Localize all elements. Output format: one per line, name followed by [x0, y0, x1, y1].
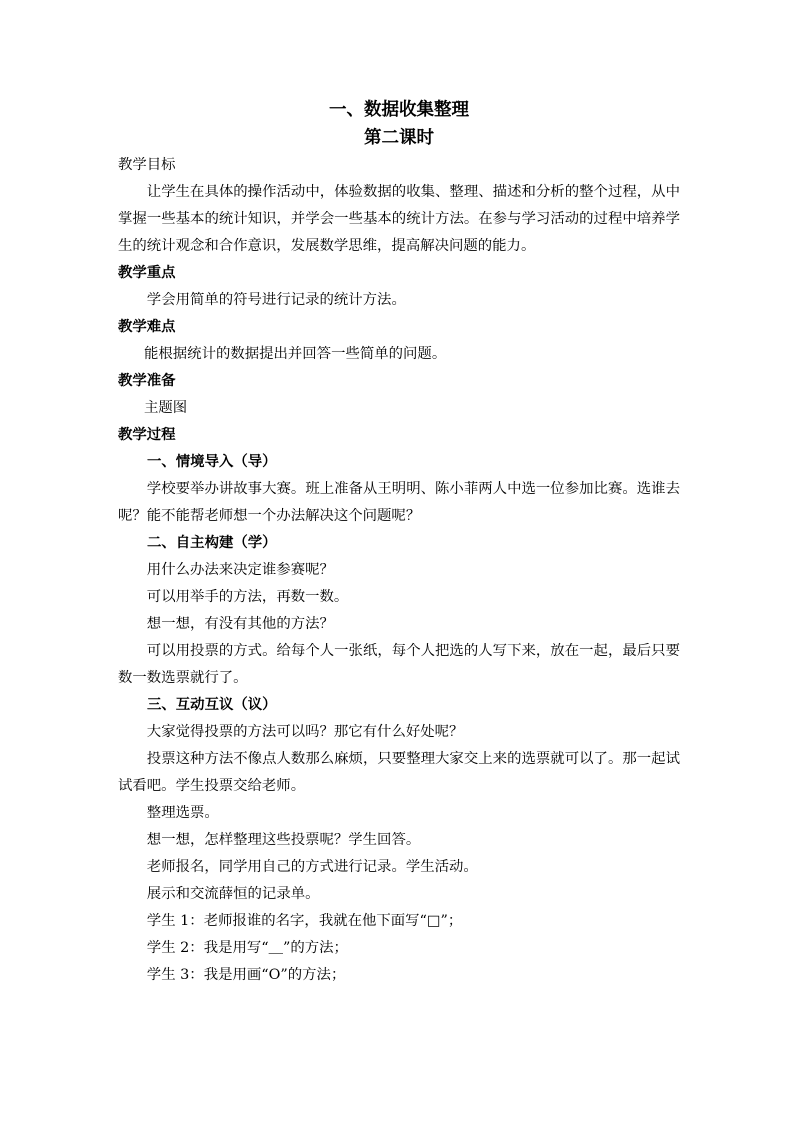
part2-paragraph: 想一想，有没有其他的方法？ — [146, 616, 334, 632]
key-points-body: 学会用简单的符号进行记录的统计方法。 — [146, 292, 406, 308]
part3-paragraph: 想一想，怎样整理这些投票呢？学生回答。 — [146, 832, 421, 848]
document-subtitle: 第二课时 — [364, 128, 434, 148]
process-heading: 教学过程 — [118, 427, 176, 443]
part2-paragraph: 可以用投票的方式。给每个人一张纸，每个人把选的人写下来，放在一起，最后只要数一数选票就行了。 — [118, 643, 680, 686]
part2-paragraph: 可以用举手的方法，再数一数。 — [146, 589, 349, 605]
difficulties-body: 能根据统计的数据提出并回答一些简单的问题。 — [144, 346, 447, 362]
preparation-body: 主题图 — [144, 400, 188, 416]
goals-heading: 教学目标 — [118, 157, 176, 173]
part2-heading: 二、自主构建（学） — [147, 535, 277, 551]
part3-paragraph: 学生 1：老师报谁的名字，我就在他下面写“□”； — [146, 913, 463, 929]
difficulties-heading: 教学难点 — [118, 319, 176, 335]
part3-paragraph: 学生 3：我是用画“O”的方法； — [146, 967, 346, 983]
preparation-heading: 教学准备 — [118, 373, 176, 389]
part1-heading: 一、情境导入（导） — [147, 454, 277, 470]
document-content — [118, 96, 680, 989]
goals-body: 让学生在具体的操作活动中，体验数据的收集、整理、描述和分析的整个过程，从中掌握一些基本的统计知识，并学会一些基本的统计方法。在参与学习活动的过程中培养学生的统计观念和合作意识，发展数学思维，提高解决问题的能力。 — [118, 184, 680, 254]
part3-heading: 三、互动互议（议） — [147, 697, 277, 713]
part3-paragraph: 展示和交流薛恒的记录单。 — [146, 886, 320, 902]
part3-paragraph: 学生 2：我是用写“＿”的方法； — [146, 940, 348, 956]
part1-paragraph: 学校要举办讲故事大赛。班上准备从王明明、陈小菲两人中选一位参加比赛。选谁去呢？能不能帮老师想一个办法解决这个问题呢？ — [118, 481, 680, 524]
part3-paragraph: 整理选票。 — [146, 805, 219, 821]
part2-paragraph: 用什么办法来决定谁参赛呢？ — [146, 562, 334, 578]
part3-paragraph: 大家觉得投票的方法可以吗？那它有什么好处呢？ — [146, 724, 464, 740]
key-points-heading: 教学重点 — [118, 265, 176, 281]
part3-paragraph: 投票这种方法不像点人数那么麻烦，只要整理大家交上来的选票就可以了。那一起试试看吧。学生投票交给老师。 — [118, 751, 680, 794]
document-title: 一、数据收集整理 — [329, 100, 469, 120]
part3-paragraph: 老师报名，同学用自己的方式进行记录。学生活动。 — [146, 859, 478, 875]
